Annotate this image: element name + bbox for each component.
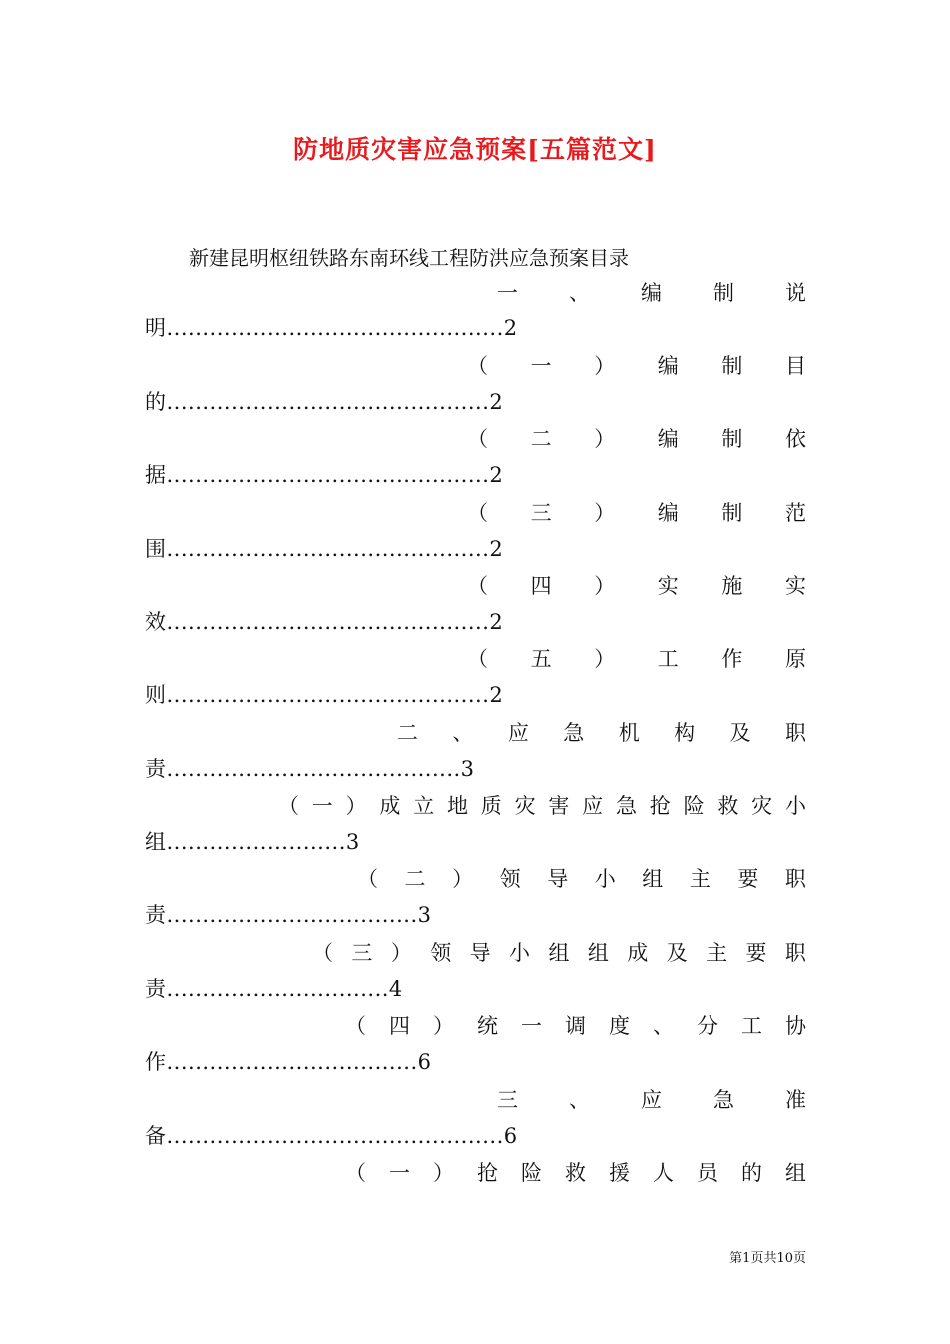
- toc-heading-char: 导: [547, 867, 569, 891]
- toc-heading-char: 急: [615, 794, 637, 818]
- toc-heading-char: 及: [666, 941, 688, 965]
- toc-heading-char: 施: [721, 574, 743, 598]
- toc-heading-char: 编: [657, 427, 679, 451]
- toc-entry-heading: [467, 351, 806, 381]
- toc-entry-heading: [345, 1011, 806, 1041]
- toc-entry-heading: [467, 571, 806, 601]
- toc-heading-char: 五: [530, 647, 552, 671]
- toc-heading-char: 制: [721, 354, 743, 378]
- toc-heading-char: ）: [452, 867, 474, 891]
- toc-heading-char: 编: [641, 281, 662, 305]
- toc-heading-char: （: [467, 574, 488, 598]
- toc-entry-heading: [497, 278, 806, 308]
- toc-heading-char: 质: [480, 794, 502, 818]
- toc-heading-char: 小: [594, 867, 616, 891]
- toc-entry-continuation: 明...............................................2: [145, 316, 518, 340]
- toc-entry-heading: [312, 938, 806, 968]
- toc-heading-char: 构: [674, 721, 696, 745]
- toc-heading-char: 抢: [649, 794, 671, 818]
- toc-heading-char: 三: [530, 501, 552, 525]
- toc-heading-char: 四: [530, 574, 552, 598]
- toc-heading-char: 职: [784, 941, 806, 965]
- toc-entry-heading: [345, 1158, 806, 1188]
- toc-heading-char: 制: [721, 427, 743, 451]
- toc-entry-continuation: 据.............................................2: [145, 463, 504, 487]
- toc-heading-char: 应: [507, 721, 529, 745]
- toc-heading-char: 救: [565, 1161, 586, 1185]
- toc-heading-char: 的: [741, 1161, 762, 1185]
- toc-heading-char: ）: [594, 647, 616, 671]
- toc-heading-char: 、: [569, 1088, 590, 1112]
- toc-heading-char: 小: [509, 941, 531, 965]
- toc-entry-continuation: 责.........................................3: [145, 757, 475, 781]
- toc-heading-char: ）: [345, 794, 367, 818]
- toc-heading-char: （: [357, 867, 378, 891]
- toc-heading-char: 灾: [514, 794, 536, 818]
- toc-heading-char: 组: [548, 941, 570, 965]
- toc-heading-char: 一: [311, 794, 333, 818]
- toc-heading-char: 一: [497, 281, 518, 305]
- toc-heading-char: ）: [594, 574, 616, 598]
- toc-heading-char: 职: [784, 867, 806, 891]
- toc-heading-char: 二: [530, 427, 552, 451]
- toc-heading-char: ）: [594, 354, 616, 378]
- toc-heading-char: 一: [389, 1161, 410, 1185]
- toc-heading-char: 组: [587, 941, 609, 965]
- toc-heading-char: （: [467, 427, 488, 451]
- toc-entry-continuation: 围.............................................2: [145, 537, 504, 561]
- toc-heading-char: 应: [582, 794, 604, 818]
- toc-heading-char: 小: [784, 794, 806, 818]
- toc-entry-heading: [467, 644, 806, 674]
- toc-heading-char: 抢: [477, 1161, 498, 1185]
- toc-heading-char: 人: [653, 1161, 674, 1185]
- toc-heading-char: 领: [430, 941, 452, 965]
- toc-entry-heading: [467, 498, 806, 528]
- toc-heading-char: 制: [713, 281, 734, 305]
- toc-heading-char: 要: [745, 941, 767, 965]
- toc-heading-char: 三: [497, 1088, 518, 1112]
- toc-heading-char: 组: [785, 1161, 806, 1185]
- toc-heading-char: 统: [477, 1014, 498, 1038]
- toc-heading-char: ）: [433, 1014, 454, 1038]
- page-footer: 第1页共10页: [729, 1251, 806, 1266]
- toc-entry-continuation: 责...............................4: [145, 977, 403, 1001]
- toc-heading-char: 应: [641, 1088, 662, 1112]
- toc-heading-char: 主: [689, 867, 711, 891]
- toc-entry-continuation: 组.........................3: [145, 830, 360, 854]
- document-title: 防地质灾害应急预案[五篇范文]: [293, 135, 657, 164]
- toc-heading-char: 机: [618, 721, 640, 745]
- toc-heading-char: 救: [717, 794, 739, 818]
- toc-heading-char: ）: [594, 501, 616, 525]
- toc-heading-char: 工: [741, 1014, 762, 1038]
- toc-entry-continuation: 的.............................................2: [145, 390, 504, 414]
- toc-heading-char: （: [345, 1161, 366, 1185]
- toc-heading-char: 说: [785, 281, 806, 305]
- toc-heading-char: 险: [521, 1161, 542, 1185]
- toc-entry-continuation: 作...................................6: [145, 1050, 432, 1074]
- toc-heading-char: （: [345, 1014, 366, 1038]
- toc-heading-char: 要: [737, 867, 759, 891]
- toc-heading-char: ）: [390, 941, 412, 965]
- toc-heading-char: 导: [469, 941, 491, 965]
- toc-entry-heading: [467, 424, 806, 454]
- toc-heading-char: 及: [729, 721, 751, 745]
- toc-heading-char: ）: [594, 427, 616, 451]
- toc-heading-char: 急: [713, 1088, 734, 1112]
- toc-heading-char: 主: [706, 941, 728, 965]
- toc-entry-continuation: 备...............................................6: [145, 1124, 518, 1148]
- toc-heading-char: 作: [721, 647, 743, 671]
- toc-heading-char: 一: [521, 1014, 542, 1038]
- toc-heading-char: 险: [683, 794, 705, 818]
- toc-heading-char: 灾: [751, 794, 773, 818]
- toc-heading-char: 原: [784, 647, 806, 671]
- toc-heading-char: 度: [609, 1014, 630, 1038]
- toc-heading-char: 、: [452, 721, 474, 745]
- toc-heading-char: 调: [565, 1014, 586, 1038]
- toc-heading-char: ）: [433, 1161, 454, 1185]
- toc-heading-char: 编: [657, 354, 679, 378]
- toc-heading-char: 领: [499, 867, 521, 891]
- toc-heading-char: 工: [657, 647, 679, 671]
- toc-heading-char: 实: [657, 574, 679, 598]
- toc-heading-char: 害: [548, 794, 570, 818]
- toc-heading-char: 员: [697, 1161, 718, 1185]
- toc-heading-char: （: [467, 354, 488, 378]
- toc-heading-char: （: [467, 647, 488, 671]
- toc-heading-char: 协: [785, 1014, 806, 1038]
- toc-heading-char: 成: [379, 794, 401, 818]
- toc-heading-char: 三: [351, 941, 373, 965]
- toc-entry-heading: [357, 864, 806, 894]
- toc-heading-char: 立: [413, 794, 435, 818]
- toc-heading-char: 实: [784, 574, 806, 598]
- toc-heading-char: 制: [721, 501, 743, 525]
- toc-heading-char: 急: [563, 721, 585, 745]
- toc-entry-continuation: 责...................................3: [145, 903, 432, 927]
- toc-heading-char: 二: [404, 867, 426, 891]
- toc-heading-char: （: [278, 794, 299, 818]
- toc-heading-char: 二: [397, 721, 418, 745]
- toc-heading-char: 分: [697, 1014, 718, 1038]
- toc-heading-char: 地: [446, 794, 468, 818]
- toc-heading-char: 、: [569, 281, 590, 305]
- toc-entry-heading: [278, 791, 806, 821]
- toc-heading-char: 组: [642, 867, 664, 891]
- toc-heading-char: 一: [530, 354, 552, 378]
- toc-heading-char: 编: [657, 501, 679, 525]
- toc-entry-heading: [397, 718, 806, 748]
- toc-heading-char: 四: [389, 1014, 410, 1038]
- toc-heading-char: 范: [784, 501, 806, 525]
- toc-heading-char: 成: [627, 941, 649, 965]
- toc-heading-char: 职: [784, 721, 806, 745]
- toc-entry-continuation: 效.............................................2: [145, 610, 504, 634]
- toc-heading-char: 援: [609, 1161, 630, 1185]
- toc-subtitle: 新建昆明枢纽铁路东南环线工程防洪应急预案目录: [189, 246, 629, 270]
- toc-heading-char: （: [467, 501, 488, 525]
- toc-entry-heading: [497, 1085, 806, 1115]
- toc-heading-char: 依: [784, 427, 806, 451]
- toc-heading-char: 目: [784, 354, 806, 378]
- toc-entry-continuation: 则.............................................2: [145, 683, 504, 707]
- toc-heading-char: （: [312, 941, 333, 965]
- toc-heading-char: 、: [653, 1014, 674, 1038]
- toc-heading-char: 准: [785, 1088, 806, 1112]
